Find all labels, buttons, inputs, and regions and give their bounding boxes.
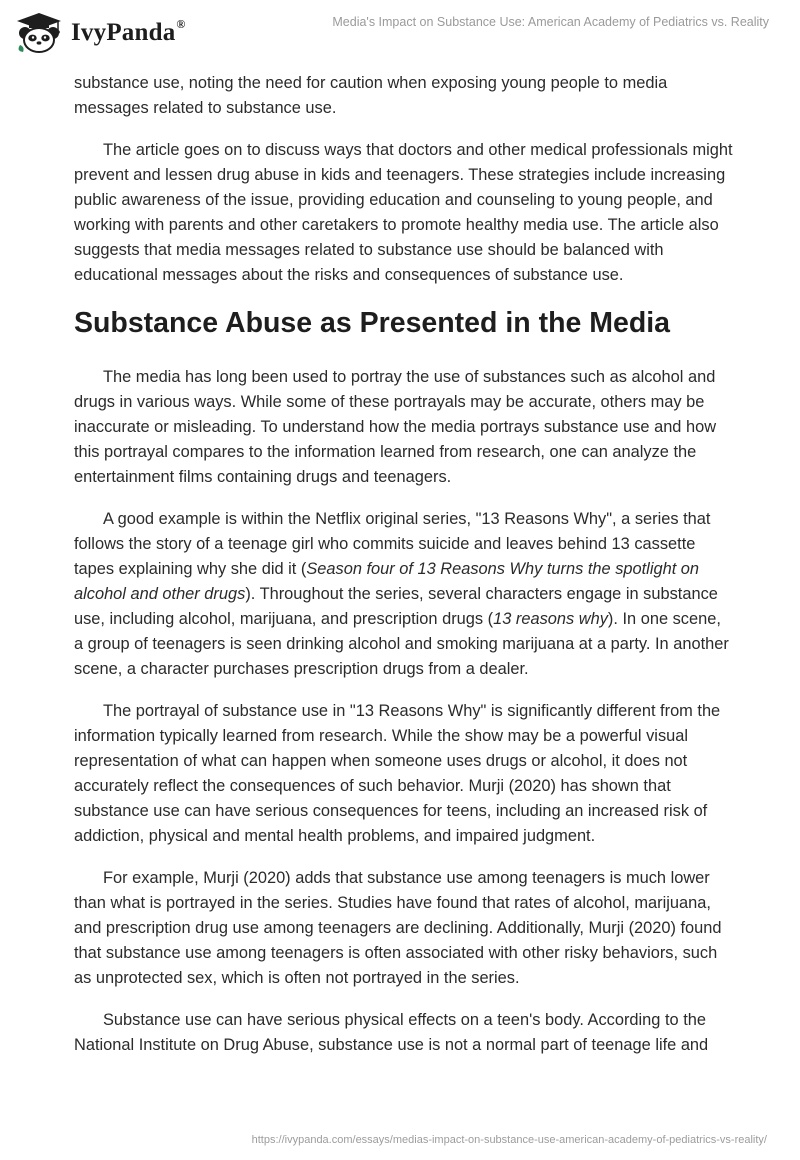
paragraph: The portrayal of substance use in "13 Reasons Why" is significantly different from the information typically learned from research. While the show may be a powerful visual representation of what can happen when someone uses drugs or alcohol, it does not accurately reflect the consequences of such behavior. Murji (2020) has shown that substance use can have serious consequences for teens, including an increased risk of addiction, physical and mental health problems, and impaired judgment. — [74, 702, 721, 845]
source-url[interactable]: https://ivypanda.com/essays/medias-impact-on-substance-use-american-academy-of-pediatrics-vs-reality/ — [251, 1134, 767, 1146]
paragraph-text: A good example is within the Netflix original series, "13 Reasons Why", a series that follows the story of a teenage girl who commits suicide and leaves behind 13 cassette tapes explaining why she did it ( — [74, 510, 711, 578]
page-header — [0, 0, 800, 62]
paragraph — [74, 507, 734, 682]
citation: 13 reasons why — [493, 610, 608, 628]
document-title: Media's Impact on Substance Use: American Academy of Pediatrics vs. Reality — [332, 15, 769, 29]
paragraph: The media has long been used to portray the use of substances such as alcohol and drugs in various ways. While some of these portrayals may be accurate, others may be inaccurate or misleading. To understand how the media portrays substance use and how this portrayal compares to the information learned from research, one can analyze the entertainment films containing drugs and teenagers. — [74, 368, 717, 486]
panda-graduate-logo-icon — [14, 11, 64, 53]
section-heading: Substance Abuse as Presented in the Media — [74, 307, 671, 339]
paragraph: The article goes on to discuss ways that doctors and other medical professionals might prevent and lessen drug abuse in kids and teenagers. These strategies include increasing public awareness of the issue, providing education and counseling to young people, and working with parents and other caretakers to promote healthy media use. The article also suggests that media messages related to substance use should be balanced with educational messages about the risks and consequences of substance use. — [74, 141, 733, 284]
essay-body — [74, 71, 734, 1075]
citation: Season four of 13 Reasons Why turns the spotlight on alcohol and other drugs — [74, 560, 700, 603]
paragraph: substance use, noting the need for caution when exposing young people to media messages related to substance use. — [74, 74, 668, 117]
paragraph: For example, Murji (2020) adds that substance use among teenagers is much lower than what is portrayed in the series. Studies have found that rates of alcohol, marijuana, and prescription drug use among teenagers are declining. Additionally, Murji (2020) found that substance use among teenagers is often associated with other risky behaviors, such as unprotected sex, which is often not portrayed in the series. — [74, 869, 722, 987]
paragraph: Substance use can have serious physical effects on a teen's body. According to the National Institute on Drug Abuse, substance use is not a normal part of teenage life and — [74, 1011, 709, 1054]
logo-text: IvyPanda® — [71, 17, 186, 46]
paragraph-text: ). Throughout the series, several characters engage in substance use, including alcohol, marijuana, and prescription drugs ( — [74, 585, 718, 628]
paragraph-text: ). In one scene, a group of teenagers is seen drinking alcohol and smoking marijuana at a party. In another scene, a character purchases prescription drugs from a dealer. — [74, 610, 729, 678]
ivypanda-logo[interactable] — [14, 11, 186, 53]
